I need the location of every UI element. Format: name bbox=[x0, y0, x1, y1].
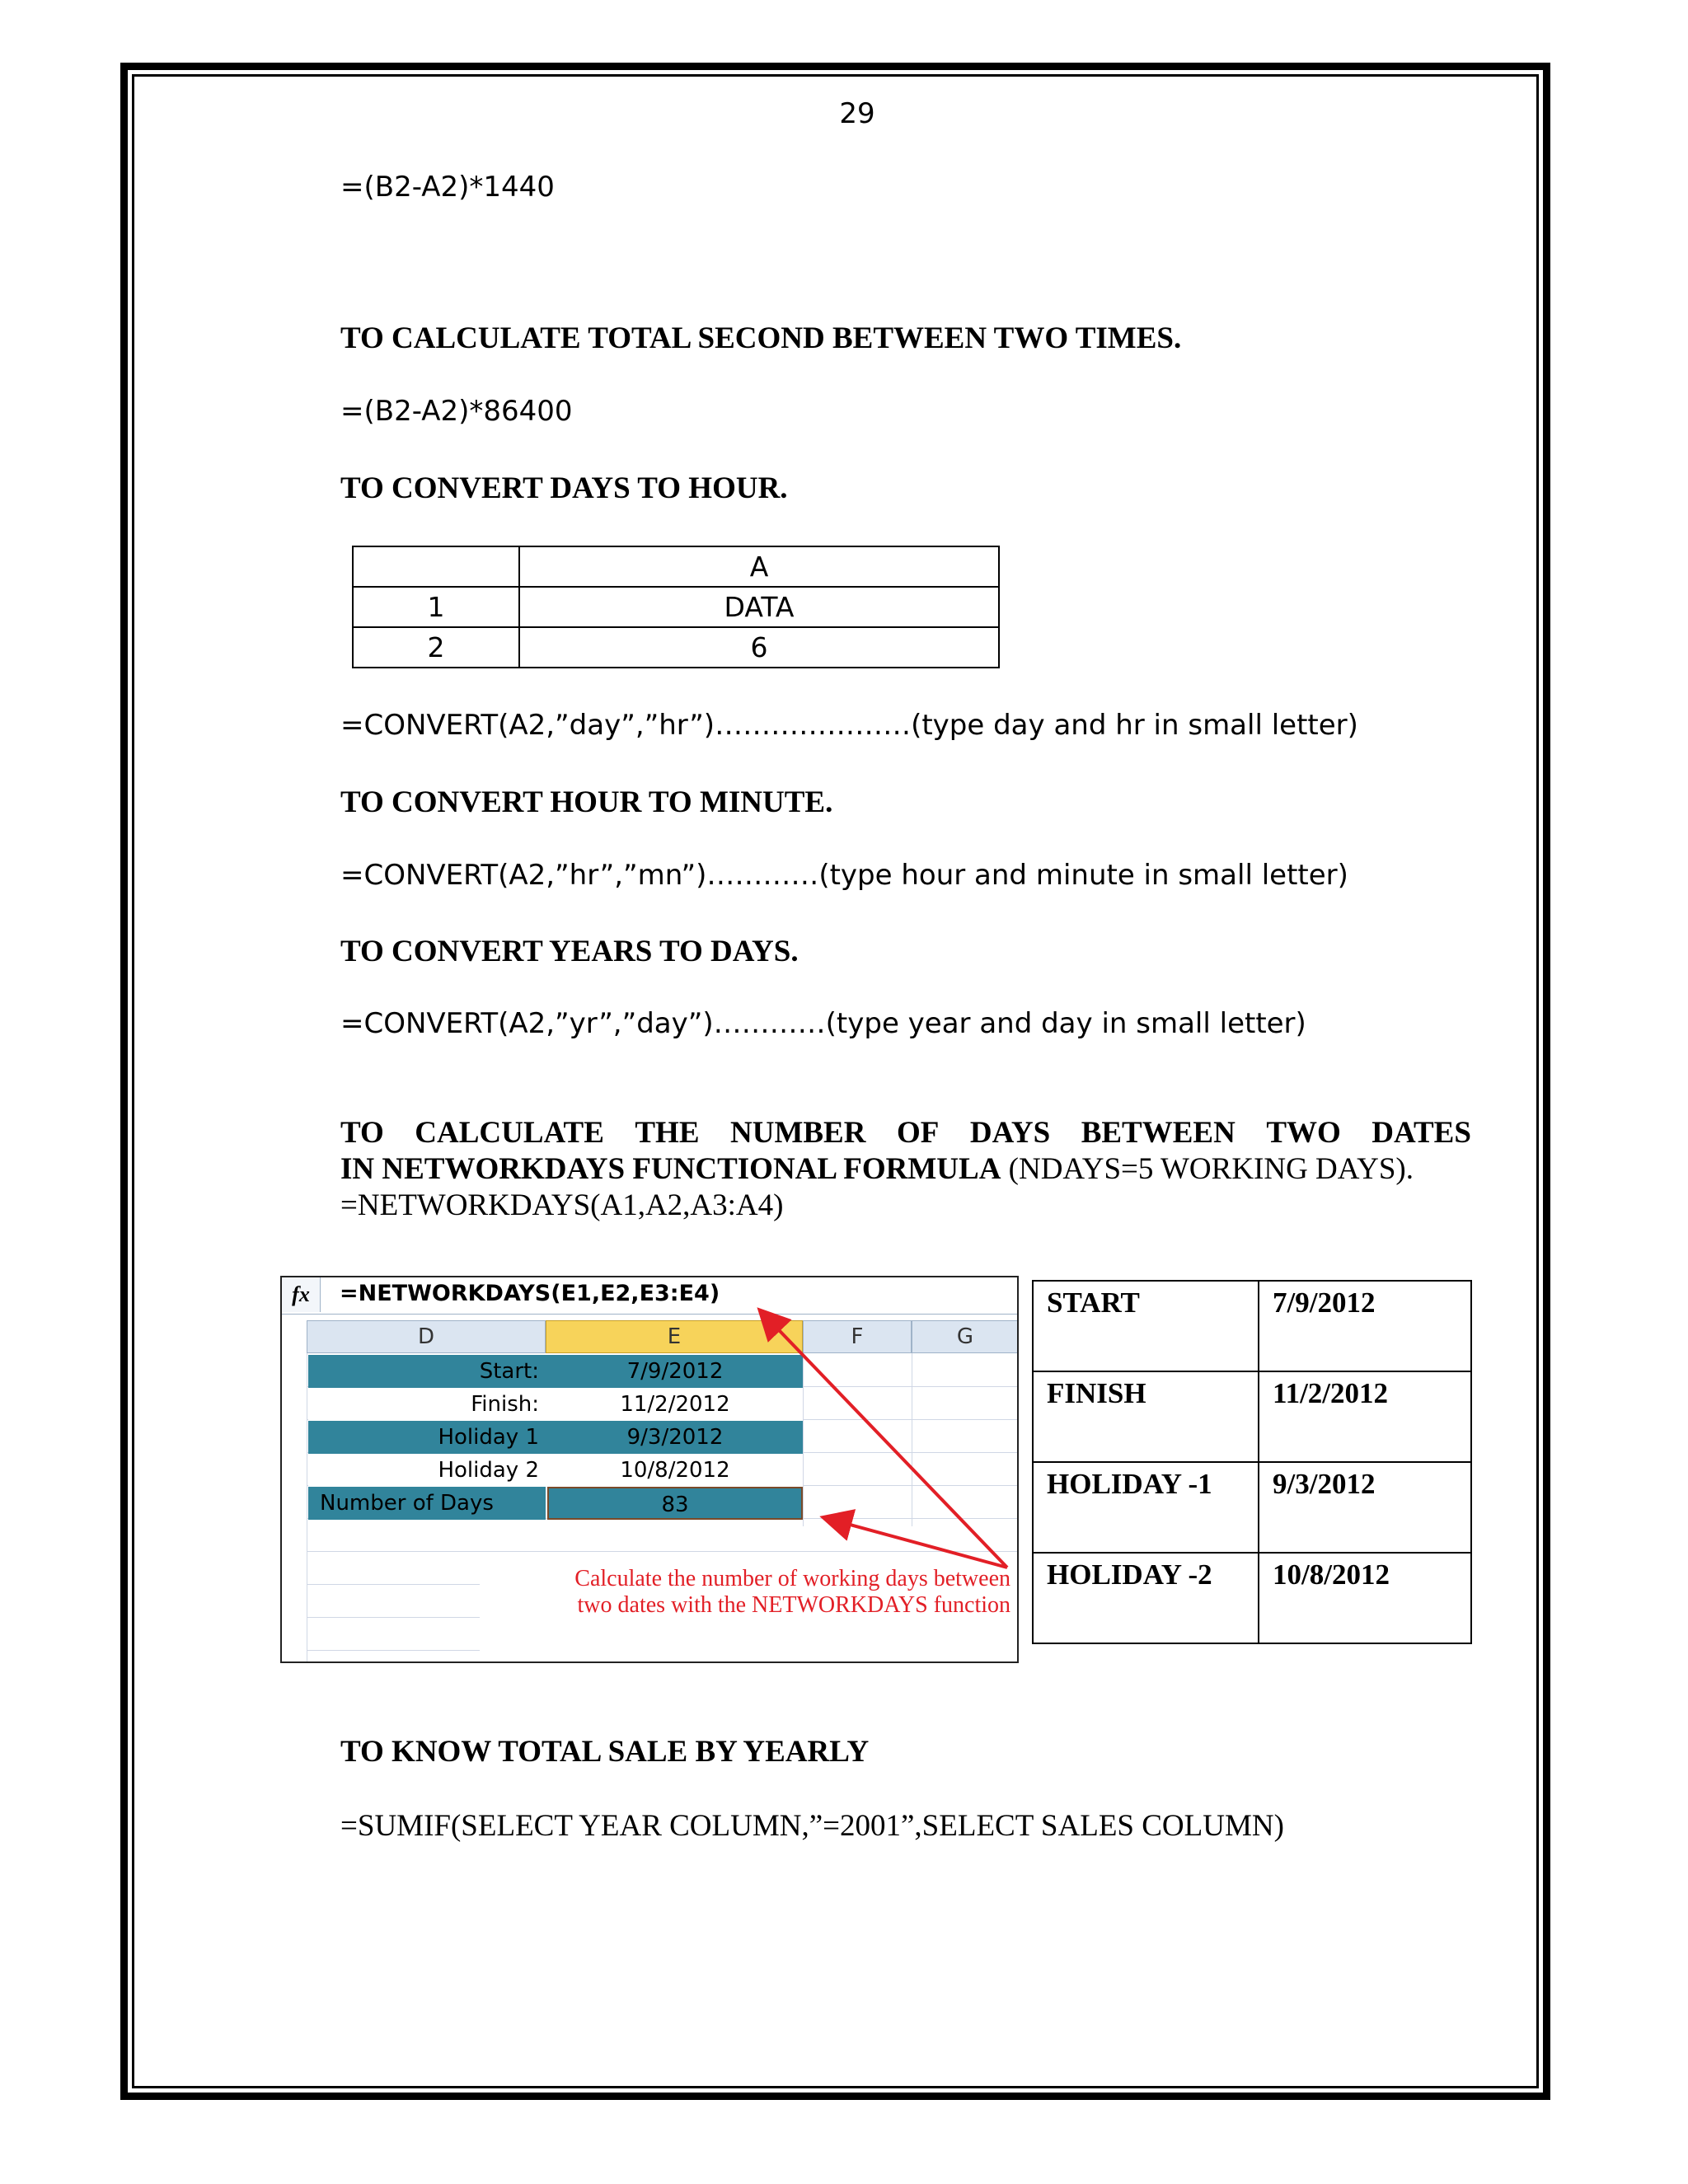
heading-normal-part: (NDAYS=5 WORKING DAYS). bbox=[1001, 1152, 1414, 1186]
cell-value: 10/8/2012 bbox=[547, 1454, 803, 1487]
table-row bbox=[1033, 1371, 1471, 1462]
table-cell: 6 bbox=[519, 627, 999, 668]
table-cell: 9/3/2012 bbox=[1259, 1462, 1471, 1553]
heading-sales: TO KNOW TOTAL SALE BY YEARLY bbox=[340, 1735, 870, 1769]
arrow-to-formula bbox=[762, 1312, 1007, 1568]
heading-bold-part: IN NETWORKDAYS FUNCTIONAL FORMULA bbox=[340, 1152, 1001, 1186]
heading-word: CALCULATE bbox=[415, 1116, 604, 1150]
heading-word: THE bbox=[635, 1116, 700, 1150]
page-frame-inner bbox=[132, 74, 1539, 2088]
heading-word: NUMBER bbox=[730, 1116, 866, 1150]
excel-callout: Calculate the number of working days between two dates with the NETWORKDAYS function bbox=[574, 1566, 1010, 1618]
heading-word: BETWEEN bbox=[1081, 1116, 1236, 1150]
formula-seconds: =(B2-A2)*86400 bbox=[340, 395, 573, 428]
table-cell: START bbox=[1033, 1281, 1259, 1371]
cell-value: 7/9/2012 bbox=[547, 1355, 803, 1388]
formula-years-to-days: =CONVERT(A2,”yr”,”day”)…………(type year and day in small letter) bbox=[340, 1007, 1306, 1040]
table-row bbox=[353, 546, 999, 587]
cell-label: Start: bbox=[308, 1355, 547, 1388]
formula-minutes: =(B2-A2)*1440 bbox=[340, 171, 555, 204]
page-number: 29 bbox=[839, 97, 875, 130]
column-header-f: F bbox=[803, 1320, 912, 1353]
formula-bar-text: =NETWORKDAYS(E1,E2,E3:E4) bbox=[340, 1281, 720, 1306]
column-header-g: G bbox=[912, 1320, 1019, 1353]
formula-days-to-hour: =CONVERT(A2,”day”,”hr”)…………………(type day and hr in small letter) bbox=[340, 709, 1358, 742]
cell-value: 11/2/2012 bbox=[547, 1388, 803, 1421]
column-header-e: E bbox=[546, 1320, 803, 1353]
formula-hour-to-minute: =CONVERT(A2,”hr”,”mn”)…………(type hour and minute in small letter) bbox=[340, 859, 1348, 892]
table-cell: 2 bbox=[353, 627, 519, 668]
table-row bbox=[353, 587, 999, 627]
heading-word: TO bbox=[340, 1116, 384, 1150]
formula-sales: =SUMIF(SELECT YEAR COLUMN,”=2001”,SELECT SALES COLUMN) bbox=[340, 1809, 1284, 1843]
heading-days-to-hour: TO CONVERT DAYS TO HOUR. bbox=[340, 471, 788, 505]
table-cell bbox=[353, 546, 519, 587]
table-cell: 1 bbox=[353, 587, 519, 627]
table-cell: A bbox=[519, 546, 999, 587]
cell-value-result: 83 bbox=[547, 1487, 803, 1520]
heading-years-to-days: TO CONVERT YEARS TO DAYS. bbox=[340, 935, 799, 968]
table-row bbox=[1033, 1553, 1471, 1643]
cell-label: Holiday 1 bbox=[308, 1421, 547, 1454]
networkdays-heading bbox=[340, 1115, 1471, 1224]
table-cell: DATA bbox=[519, 587, 999, 627]
table-row bbox=[1033, 1281, 1471, 1371]
table-row bbox=[1033, 1462, 1471, 1553]
heading-word: DAYS bbox=[969, 1116, 1051, 1150]
table-cell: 7/9/2012 bbox=[1259, 1281, 1471, 1371]
cell-label: Number of Days bbox=[308, 1487, 546, 1520]
dates-table bbox=[1032, 1280, 1472, 1644]
networkdays-formula: =NETWORKDAYS(A1,A2,A3:A4) bbox=[340, 1188, 784, 1222]
heading-word: TWO bbox=[1266, 1116, 1341, 1150]
data-table bbox=[352, 546, 1000, 668]
heading-word: DATES bbox=[1372, 1116, 1471, 1150]
column-header-d: D bbox=[307, 1320, 546, 1353]
table-row bbox=[353, 627, 999, 668]
table-cell: FINISH bbox=[1033, 1371, 1259, 1462]
table-cell: HOLIDAY -1 bbox=[1033, 1462, 1259, 1553]
cell-label: Holiday 2 bbox=[308, 1454, 547, 1487]
fx-icon: fx bbox=[282, 1277, 321, 1312]
networkdays-heading-line2 bbox=[340, 1151, 1471, 1188]
table-cell: 11/2/2012 bbox=[1259, 1371, 1471, 1462]
heading-hour-to-minute: TO CONVERT HOUR TO MINUTE. bbox=[340, 785, 833, 819]
networkdays-heading-line1 bbox=[340, 1115, 1471, 1151]
table-cell: HOLIDAY -2 bbox=[1033, 1553, 1259, 1643]
table-cell: 10/8/2012 bbox=[1259, 1553, 1471, 1643]
cell-label: Finish: bbox=[308, 1388, 547, 1421]
heading-seconds: TO CALCULATE TOTAL SECOND BETWEEN TWO TIMES. bbox=[340, 321, 1182, 355]
heading-word: OF bbox=[896, 1116, 940, 1150]
arrow-to-result bbox=[826, 1518, 1007, 1568]
cell-value: 9/3/2012 bbox=[547, 1421, 803, 1454]
